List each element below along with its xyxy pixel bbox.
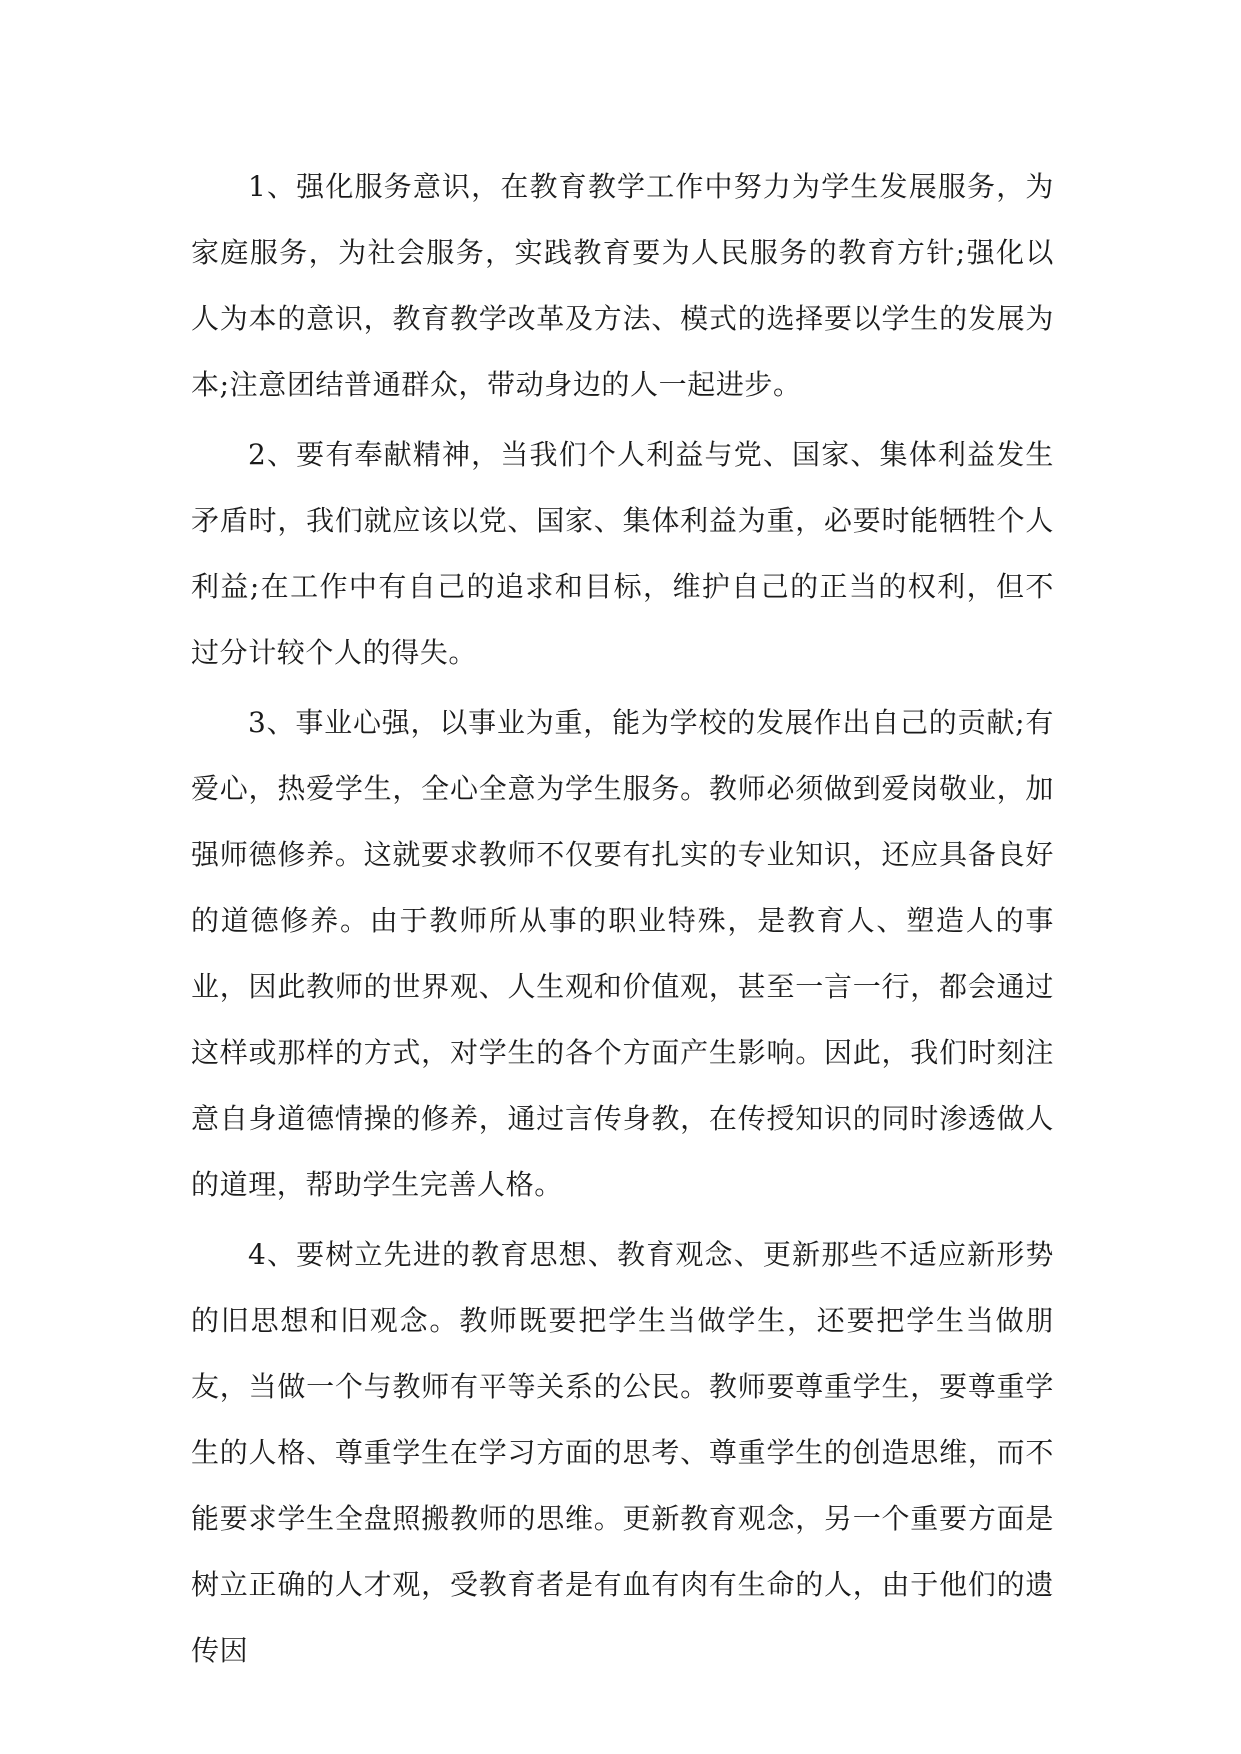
paragraph-1: 1、强化服务意识，在教育教学工作中努力为学生发展服务，为家庭服务，为社会服务，实践教育要为人民服务的教育方针;强化以人为本的意识，教育教学改革及方法、模式的选择要以学生的发展为本;注意团结普通群众，带动身边的人一起进步。 bbox=[191, 170, 1054, 401]
paragraph-3: 3、事业心强，以事业为重，能为学校的发展作出自己的贡献;有爱心，热爱学生，全心全意为学生服务。教师必须做到爱岗敬业，加强师德修养。这就要求教师不仅要有扎实的专业知识，还应具备良好的道德修养。由于教师所从事的职业特殊，是教育人、塑造人的事业，因此教师的世界观、人生观和价值观，甚至一言一行，都会通过这样或那样的方式，对学生的各个方面产生影响。因此，我们时刻注意自身道德情操的修养，通过言传身教，在传授知识的同时渗透做人的道理，帮助学生完善人格。 bbox=[191, 706, 1054, 1201]
paragraph-2: 2、要有奉献精神，当我们个人利益与党、国家、集体利益发生矛盾时，我们就应该以党、国家、集体利益为重，必要时能牺牲个人利益;在工作中有自己的追求和目标，维护自己的正当的权利，但不过分计较个人的得失。 bbox=[191, 438, 1054, 669]
paragraph-4: 4、要树立先进的教育思想、教育观念、更新那些不适应新形势的旧思想和旧观念。教师既要把学生当做学生，还要把学生当做朋友，当做一个与教师有平等关系的公民。教师要尊重学生，要尊重学生的人格、尊重学生在学习方面的思考、尊重学生的创造思维，而不能要求学生全盘照搬教师的思维。更新教育观念，另一个重要方面是树立正确的人才观，受教育者是有血有肉有生命的人，由于他们的遗传因 bbox=[191, 1238, 1054, 1667]
document-body bbox=[191, 154, 1054, 1688]
